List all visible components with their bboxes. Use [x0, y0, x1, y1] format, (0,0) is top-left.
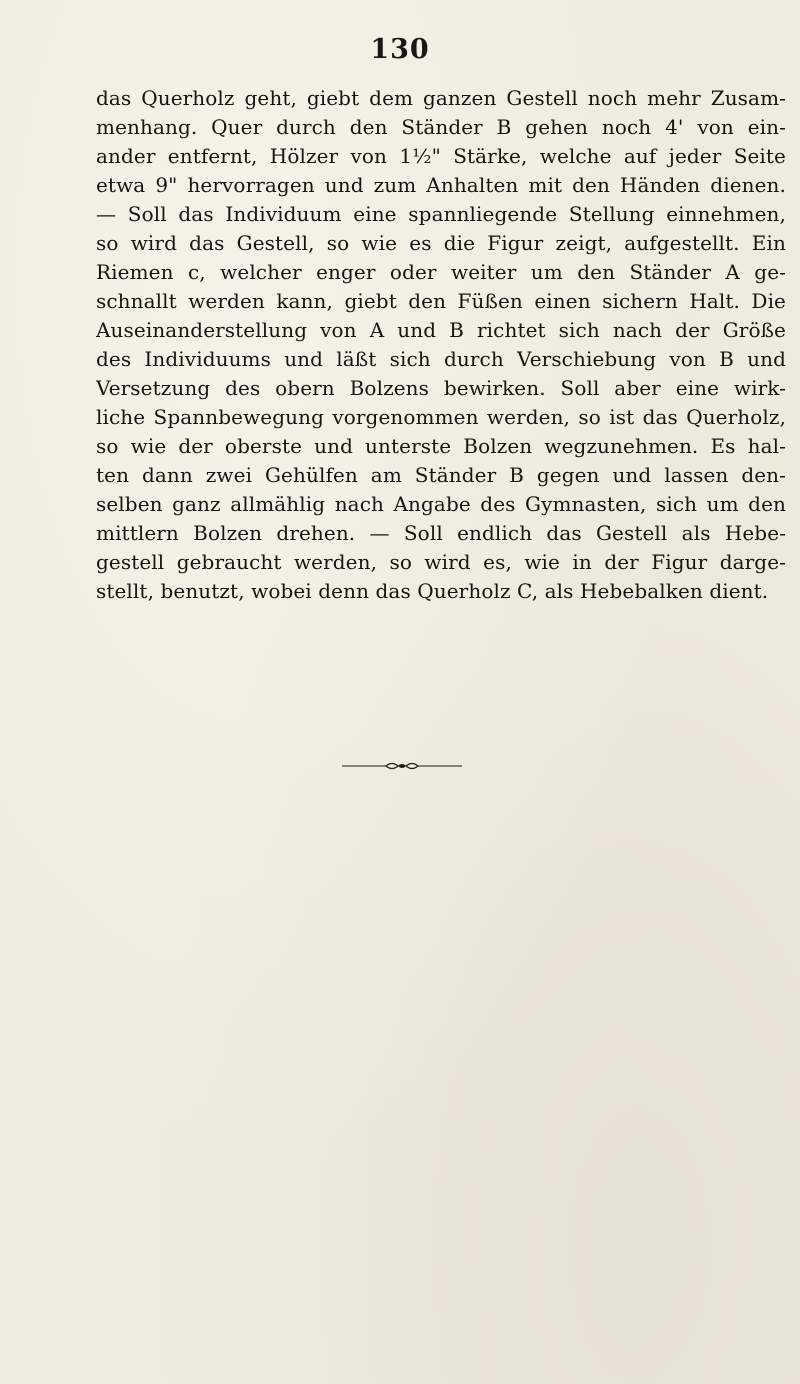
text-line: — Soll das Individuum eine spannliegende Stellung einnehmen,	[96, 202, 786, 226]
text-line: Riemen c, welcher enger oder weiter um den Ständer A ge-	[96, 260, 786, 284]
text-line: Auseinanderstellung von A und B richtet sich nach der Größe	[96, 318, 786, 342]
text-line: mittlern Bolzen drehen. — Soll endlich das Gestell als Hebe-	[96, 521, 786, 545]
text-line: Versetzung des obern Bolzens bewirken. Soll aber eine wirk-	[96, 376, 786, 400]
text-line: ten dann zwei Gehülfen am Ständer B gegen und lassen den-	[96, 463, 786, 487]
text-line: ander entfernt, Hölzer von 1½" Stärke, welche auf jeder Seite	[96, 144, 786, 168]
text-line: schnallt werden kann, giebt den Füßen einen sichern Halt. Die	[96, 289, 786, 313]
text-line: das Querholz geht, giebt dem ganzen Gestell noch mehr Zusam-	[96, 86, 786, 110]
text-line: so wie der oberste und unterste Bolzen wegzunehmen. Es hal-	[96, 434, 786, 458]
text-line: so wird das Gestell, so wie es die Figur zeigt, aufgestellt. Ein	[96, 231, 786, 255]
text-line: selben ganz allmählig nach Angabe des Gymnasten, sich um den	[96, 492, 786, 516]
body-text	[96, 84, 786, 606]
text-line: menhang. Quer durch den Ständer B gehen noch 4' von ein-	[96, 115, 786, 139]
text-line: des Individuums und läßt sich durch Verschiebung von B und	[96, 347, 786, 371]
page-number: 130	[370, 34, 430, 65]
text-line: liche Spannbewegung vorgenommen werden, so ist das Querholz,	[96, 405, 786, 429]
text-line: etwa 9" hervorragen und zum Anhalten mit den Händen dienen.	[96, 173, 786, 197]
ornament-divider	[342, 760, 462, 772]
text-line: gestell gebraucht werden, so wird es, wie in der Figur darge-	[96, 550, 786, 574]
text-line: stellt, benutzt, wobei denn das Querholz C, als Hebebalken dient.	[96, 579, 769, 603]
